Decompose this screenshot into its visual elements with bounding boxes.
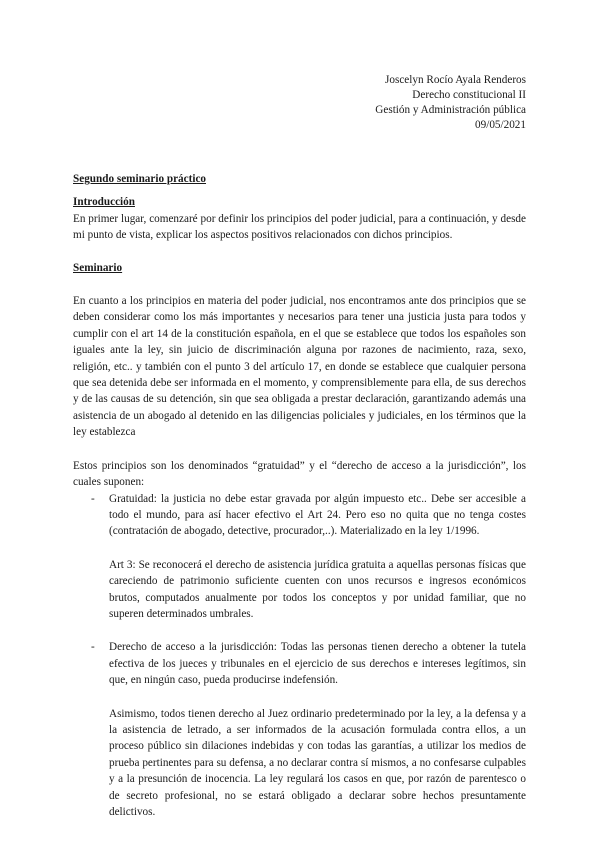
seminar-paragraph-1: En cuanto a los principios en materia del poder judicial, nos encontramos ante dos principios que se deben considerar como los más importantes y necesarios para tener una justicia justa para todos y cumplir con el art 14 de la constitución española, en el que se establece que todos los españoles son iguales ante la ley, sin juicio de discriminación alguna por razones de nacimiento, raza, sexo, religión, etc.. y también con el punto 3 del artículo 17, en donde se establece que cualquier persona que sea detenida debe ser informada en el momento, y comprensiblemente para ella, de sus derechos y de las causas de su detención, sin que sea obligada a prestar declaración, garantizando además una asistencia de un abogado al detenido en las diligencias policiales y judiciales, en los términos que la ley establezca [73,295,526,439]
gratuidad-text: Gratuidad: la justicia no debe estar gravada por algún impuesto etc.. Debe ser accesible a todo el mundo, para así hacer efectivo el Art 24. Pero eso no quita que no tenga costes (contratación de abogado, detective, procurador,..). Materializado en la ley 1/1996. [109,492,526,538]
seminar-heading: Seminario [73,261,123,274]
document-body [73,171,526,820]
gratuidad-article-text: Art 3: Se reconocerá el derecho de asistencia jurídica gratuita a aquellas personas físicas que careciendo de patrimonio suficiente cuenten con unos recursos e ingresos económicos brutos, computados anualmente por todos los conceptos y por unidad familiar, que no superen determinados umbrales. [109,558,526,620]
intro-heading: Introducción [73,196,135,209]
list-item-acceso-jurisdiccion [73,639,526,820]
acceso-jurisdiccion-detail-text: Asimismo, todos tienen derecho al Juez ordinario predeterminado por la ley, a la defensa y a la asistencia de letrado, a ser informados de la acusación formulada contra ellos, a un proceso público sin dilaciones indebidas y con todas las garantías, a utilizar los medios de prueba pertinentes para su defensa, a no declarar contra sí mismos, a no confesarse culpables y a la presunción de inocencia. La ley regulará los casos en que, por razón de parentesco o de secreto profesional, no se estará obligado a declarar sobre hechos presuntamente delictivos. [109,707,526,818]
document-title: Segundo seminario práctico [73,173,207,185]
list-dash: - [91,641,95,654]
course-name: Derecho constitucional II [412,89,526,101]
degree-name: Gestión y Administración pública [375,104,526,116]
author-name: Joscelyn Rocío Ayala Renderos [385,74,526,86]
list-dash: - [91,492,95,505]
acceso-jurisdiccion-text: Derecho de acceso a la jurisdicción: Todas las personas tienen derecho a obtener la tutela efectiva de los jueces y tribunales en el ejercicio de sus derechos e intereses legítimos, sin que, en ningún caso, pueda producirse indefensión. [109,641,526,687]
document-header [375,73,526,133]
intro-paragraph: En primer lugar, comenzaré por definir los principios del poder judicial, para a continuación, y desde mi punto de vista, explicar los aspectos positivos relacionados con dichos principios. [73,212,526,242]
document-date: 09/05/2021 [475,119,526,131]
list-item-gratuidad [73,491,526,623]
seminar-paragraph-2: Estos principios son los denominados “gratuidad” y el “derecho de acceso a la jurisdicción”, los cuales suponen: [73,459,526,489]
